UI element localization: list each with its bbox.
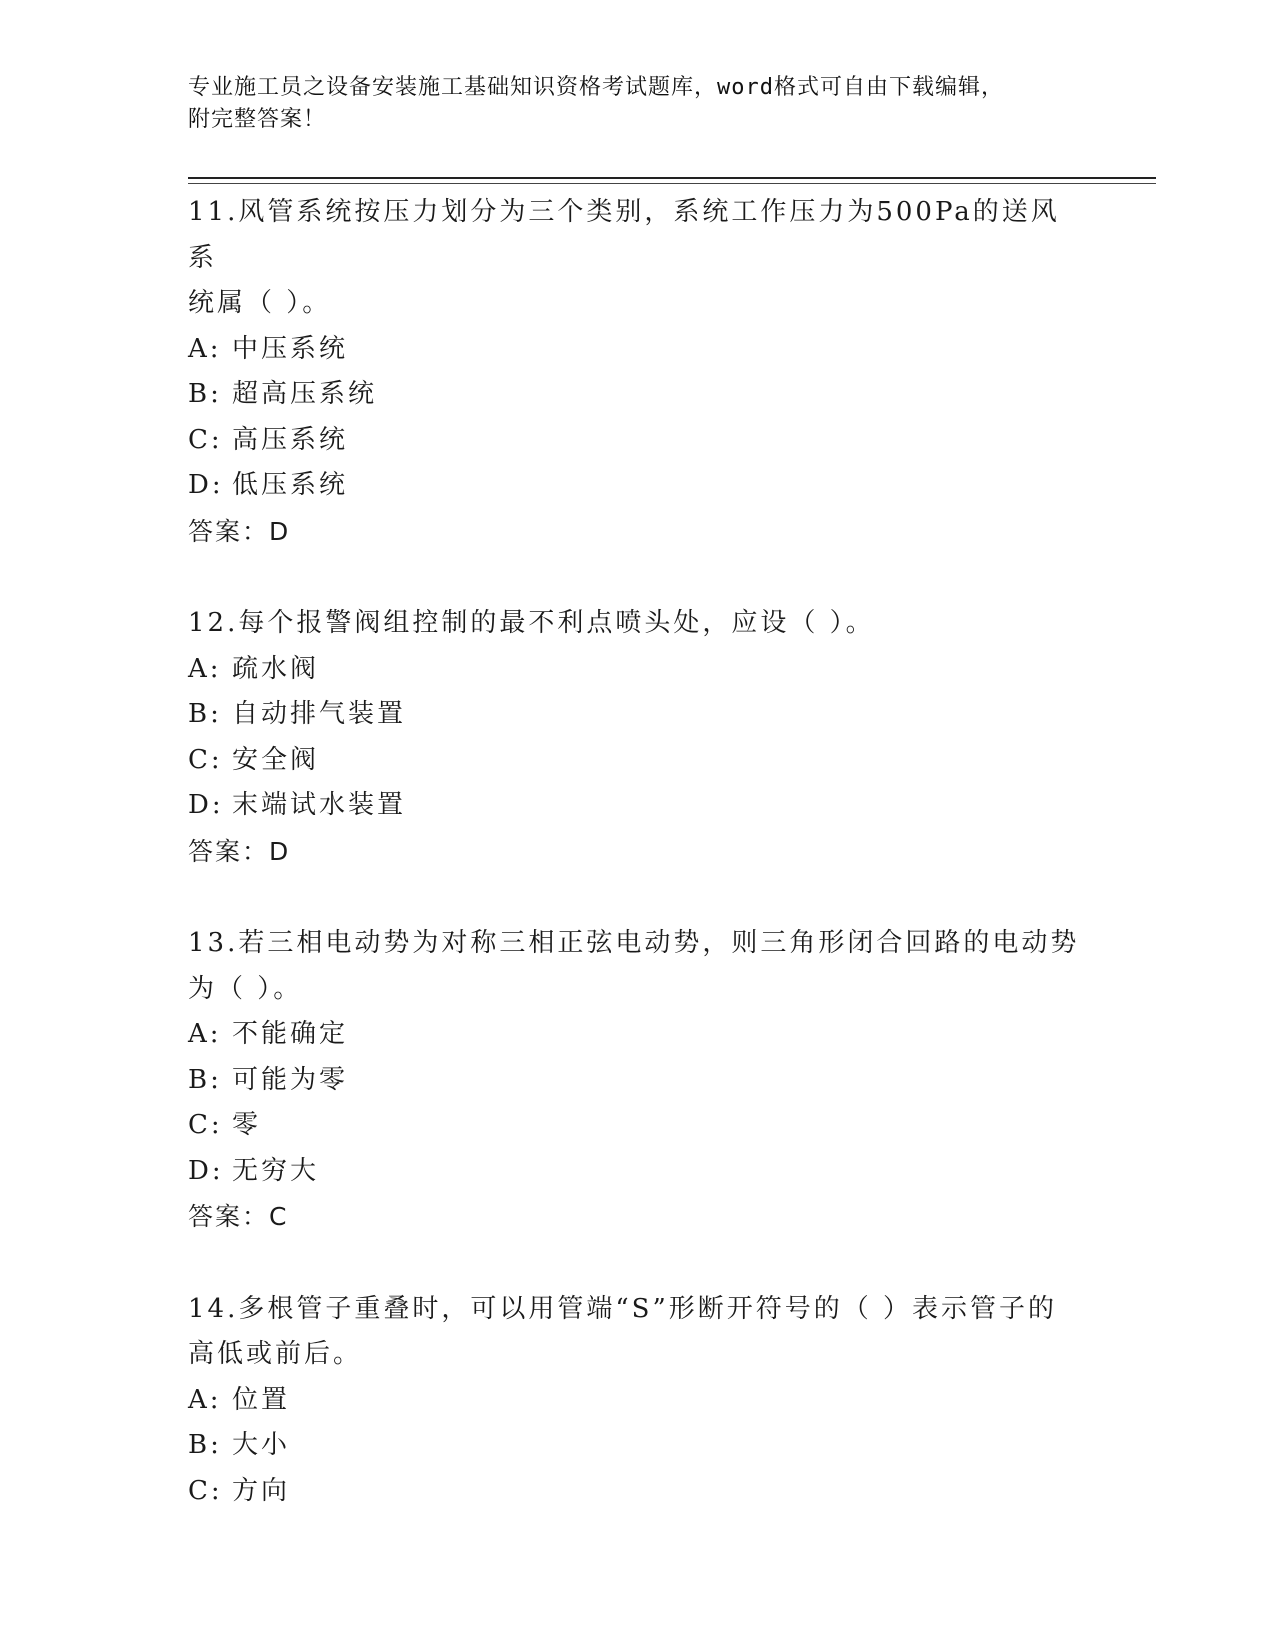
- option-text: 末端试水装置: [232, 790, 407, 820]
- option-a: [188, 1378, 1088, 1424]
- option-b: [188, 372, 1088, 418]
- option-text: 方向: [232, 1475, 291, 1506]
- option-c: [188, 418, 1088, 464]
- option-text: 大小: [232, 1430, 291, 1460]
- option-text: 低压系统: [232, 470, 349, 500]
- header-line-1: 专业施工员之设备安装施工基础知识资格考试题库，word格式可自由下载编辑，: [188, 75, 1004, 100]
- option-text: 疏水阀: [232, 653, 320, 684]
- option-letter: B:: [188, 1430, 222, 1460]
- question-text-line: 13.若三相电动势为对称三相正弦电动势，则三角形闭合回路的电动势: [188, 928, 1080, 958]
- option-c: [188, 1103, 1088, 1149]
- option-b: [188, 1058, 1088, 1104]
- question-text-line: 统属（ ）。: [188, 288, 332, 318]
- option-letter: C:: [188, 424, 223, 455]
- option-a: [188, 1012, 1088, 1058]
- option-text: 高压系统: [232, 424, 349, 455]
- option-letter: A:: [188, 653, 222, 684]
- option-letter: C:: [188, 1475, 223, 1506]
- option-a: [188, 647, 1088, 693]
- option-text: 位置: [232, 1384, 291, 1415]
- option-c: [188, 738, 1088, 784]
- question-text-line: 高低或前后。: [188, 1339, 363, 1369]
- question-item: [188, 190, 1088, 554]
- option-a: [188, 327, 1088, 373]
- answer-label: 答案：D: [188, 516, 291, 546]
- option-c: [188, 1469, 1088, 1515]
- answer-label: 答案：C: [188, 1202, 289, 1231]
- question-text-line: 11.风管系统按压力划分为三个类别，系统工作压力为500Pa的送风系: [188, 197, 1060, 273]
- option-letter: C:: [188, 744, 223, 775]
- option-letter: A:: [188, 333, 222, 364]
- question-list: [188, 190, 1088, 1561]
- option-text: 安全阀: [232, 744, 320, 775]
- option-letter: B:: [188, 699, 222, 729]
- option-d: [188, 783, 1088, 829]
- option-letter: D:: [188, 790, 224, 820]
- question-item: [188, 1287, 1088, 1515]
- option-text: 零: [232, 1110, 262, 1140]
- option-letter: B:: [188, 379, 222, 409]
- question-item: [188, 601, 1088, 874]
- option-b: [188, 1423, 1088, 1469]
- option-d: [188, 1149, 1088, 1195]
- option-text: 无穷大: [232, 1155, 320, 1186]
- header-line-2: 附完整答案！: [188, 107, 327, 132]
- question-text-line: 14.多根管子重叠时，可以用管端“S”形断开符号的（ ）表示管子的: [188, 1293, 1058, 1324]
- option-letter: B:: [188, 1064, 222, 1095]
- option-text: 自动排气装置: [232, 699, 407, 729]
- option-d: [188, 463, 1088, 509]
- option-letter: D:: [188, 1155, 224, 1186]
- header-divider-thin: [188, 183, 1156, 184]
- question-item: [188, 921, 1088, 1240]
- option-letter: D:: [188, 470, 224, 500]
- option-text: 中压系统: [232, 333, 349, 364]
- option-text: 超高压系统: [232, 379, 378, 409]
- option-letter: A:: [188, 1384, 222, 1415]
- header-divider-thick: [188, 177, 1156, 179]
- option-letter: A:: [188, 1019, 222, 1049]
- option-b: [188, 692, 1088, 738]
- question-text-line: 为（ ）。: [188, 973, 303, 1004]
- document-header: [188, 72, 1068, 136]
- option-letter: C:: [188, 1110, 223, 1140]
- option-text: 可能为零: [232, 1064, 349, 1095]
- option-text: 不能确定: [232, 1019, 349, 1049]
- answer-label: 答案：D: [188, 836, 291, 866]
- question-text-line: 12.每个报警阀组控制的最不利点喷头处，应设（ ）。: [188, 608, 875, 638]
